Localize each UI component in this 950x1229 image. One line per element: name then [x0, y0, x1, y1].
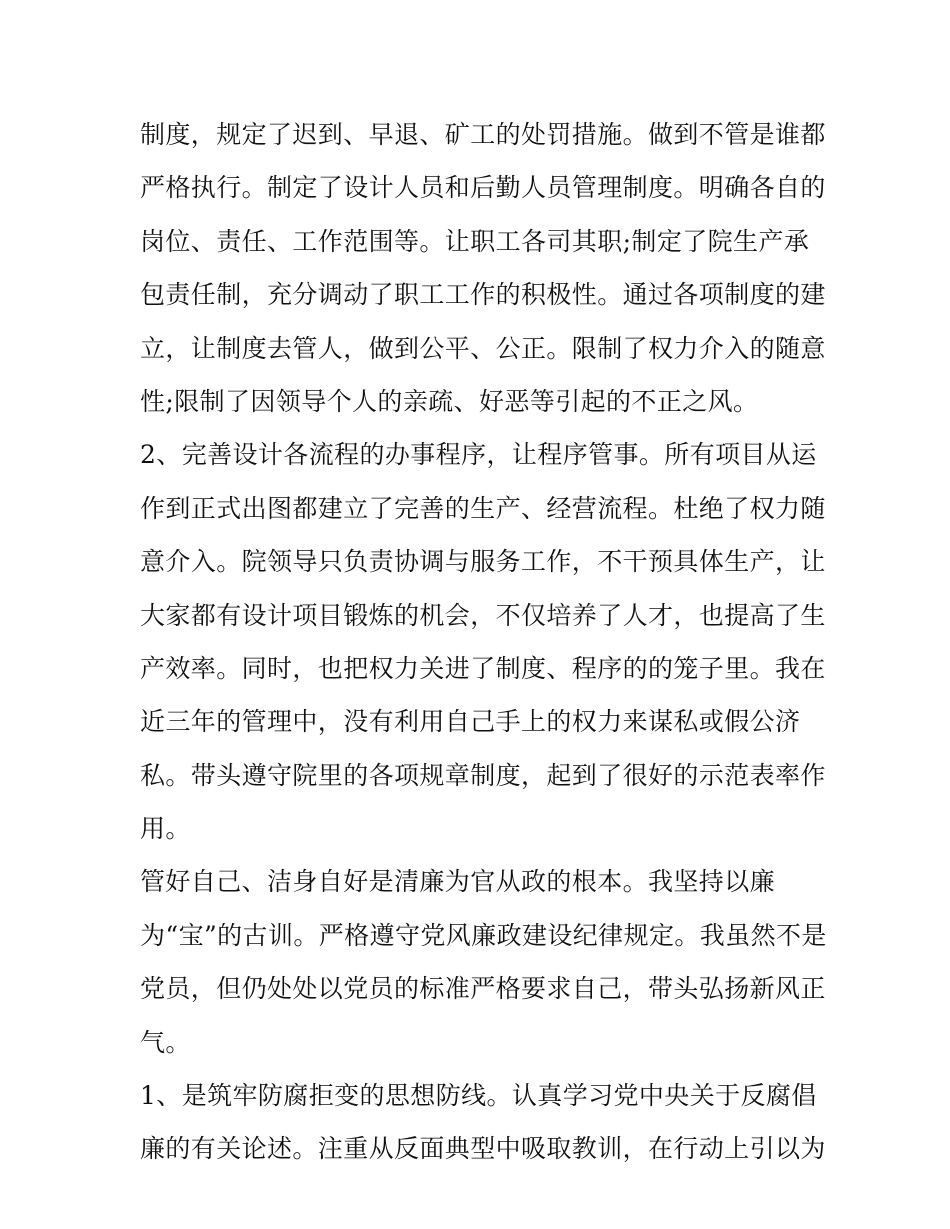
text-line: 为“宝”的古训。严格遵守党风廉政建设纪律规定。我虽然不是 [140, 920, 827, 950]
text-line: 意介入。院领导只负责协调与服务工作，不干预具体生产，让 [140, 547, 826, 577]
text-line: 产效率。同时，也把权力关进了制度、程序的的笼子里。我在 [140, 653, 826, 683]
text-line: 气。 [140, 1027, 191, 1057]
text-line: 用。 [140, 814, 191, 844]
text-line: 近三年的管理中，没有利用自己手上的权力来谋私或假公济 [140, 707, 801, 737]
text-line: 包责任制，充分调动了职工工作的积极性。通过各项制度的建 [140, 280, 826, 310]
text-line: 大家都有设计项目锻炼的机会，不仅培养了人才，也提高了生 [140, 600, 826, 630]
text-line: 私。带头遵守院里的各项规章制度，起到了很好的示范表率作 [140, 760, 826, 790]
text-line: 岗位、责任、工作范围等。让职工各司其职;制定了院生产承 [140, 226, 810, 256]
text-line: 制度，规定了迟到、早退、矿工的处罚措施。做到不管是谁都 [140, 120, 826, 149]
text-line: 管好自己、洁身自好是清廉为官从政的根本。我坚持以廉 [140, 867, 776, 897]
text-line: 1、是筑牢防腐拒变的思想防线。认真学习党中央关于反腐倡 [140, 1081, 817, 1111]
text-line: 廉的有关论述。注重从反面典型中吸取教训，在行动上引以为 [140, 1134, 826, 1164]
text-line: 党员，但仍处处以党员的标准严格要求自己，带头弘扬新风正 [140, 974, 826, 1004]
text-line: 严格执行。制定了设计人员和后勤人员管理制度。明确各自的 [140, 173, 826, 203]
text-line: 2、完善设计各流程的办事程序，让程序管事。所有项目从运 [140, 440, 817, 470]
text-line: 立，让制度去管人，做到公平、公正。限制了权力介入的随意 [140, 333, 826, 363]
text-line: 性;限制了因领导个人的亲疏、好恶等引起的不正之风。 [140, 386, 759, 416]
text-line: 作到正式出图都建立了完善的生产、经营流程。杜绝了权力随 [140, 493, 826, 523]
document-body [140, 108, 830, 1176]
